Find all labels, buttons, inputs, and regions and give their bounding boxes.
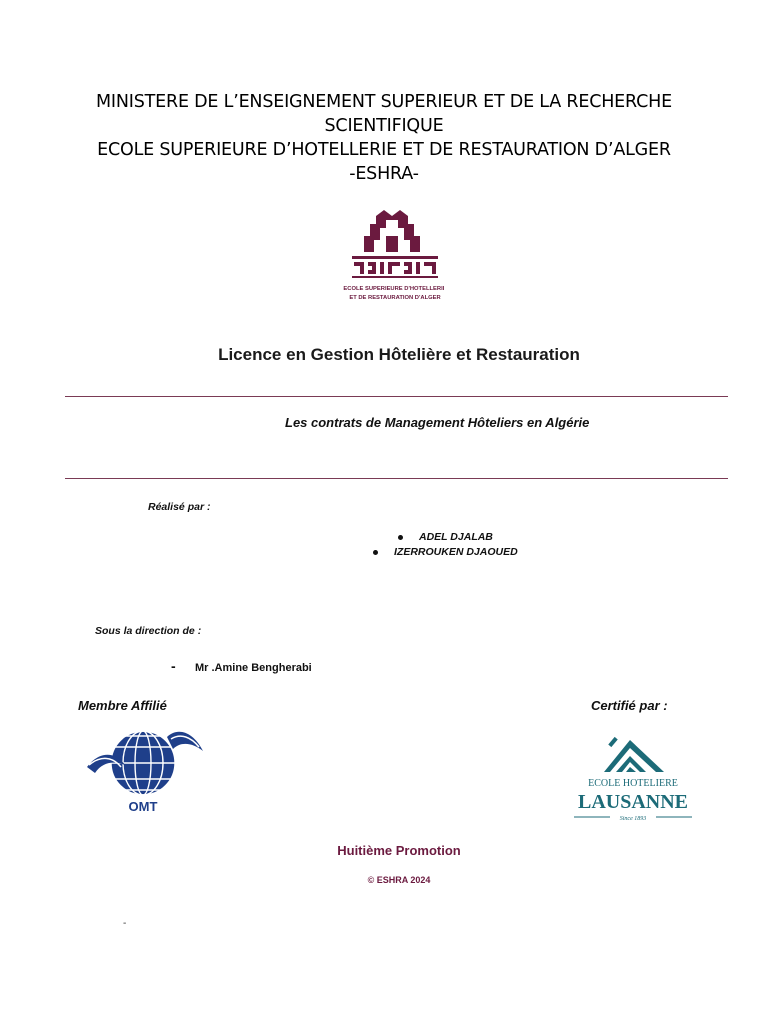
author-item <box>398 531 493 543</box>
globe-icon <box>85 725 207 817</box>
ehl-roof-icon <box>570 728 696 826</box>
ehl-text-1: ECOLE HOTELIERE <box>588 778 678 789</box>
author-item <box>373 546 518 558</box>
thesis-subject: Les contrats de Management Hôteliers en Algérie <box>285 415 590 430</box>
bullet-icon <box>398 535 403 540</box>
direction-dash: - <box>171 658 176 674</box>
top-divider <box>65 396 728 397</box>
author-name: IZERROUKEN DJAOUED <box>394 546 518 558</box>
realise-par-label: Réalisé par : <box>148 501 211 513</box>
bottom-divider <box>65 478 728 479</box>
institution-header <box>0 90 768 186</box>
membre-affilie-label: Membre Affilié <box>78 698 167 713</box>
header-line-school: ECOLE SUPERIEURE D’HOTELLERIE ET DE RESTAURATION D’ALGER <box>97 140 671 160</box>
ehl-text-2: LAUSANNE <box>577 791 689 813</box>
direction-label: Sous la direction de : <box>95 625 202 637</box>
author-name: ADEL DJALAB <box>419 531 493 543</box>
certifie-par-label: Certifié par : <box>591 698 668 713</box>
omt-logo <box>85 725 207 817</box>
omt-logo-text: OMT <box>128 799 158 814</box>
header-line-scientifique: SCIENTIFIQUE <box>324 116 444 136</box>
stray-dash: - <box>123 918 127 929</box>
header-line-eshra: -ESHRA- <box>349 164 419 184</box>
licence-title: Licence en Gestion Hôtelière et Restauration <box>218 345 580 364</box>
ehl-logo <box>570 728 696 826</box>
eshra-logo <box>340 210 444 306</box>
bullet-icon <box>373 550 378 555</box>
ehl-since-text: Since 1893 <box>619 816 647 822</box>
copyright-text: © ESHRA 2024 <box>367 875 431 885</box>
eshra-logo-text-2: ET DE RESTAURATION D'ALGER <box>349 295 441 301</box>
promotion-label: Huitième Promotion <box>337 843 461 858</box>
eshra-logo-text-1: ECOLE SUPERIEURE D'HOTELLERIE <box>343 286 444 292</box>
supervisor-name: Mr .Amine Bengherabi <box>195 662 312 674</box>
eshra-emblem-icon <box>340 210 444 306</box>
header-line-ministry: MINISTERE DE L’ENSEIGNEMENT SUPERIEUR ET DE LA RECHERCHE <box>96 92 672 112</box>
